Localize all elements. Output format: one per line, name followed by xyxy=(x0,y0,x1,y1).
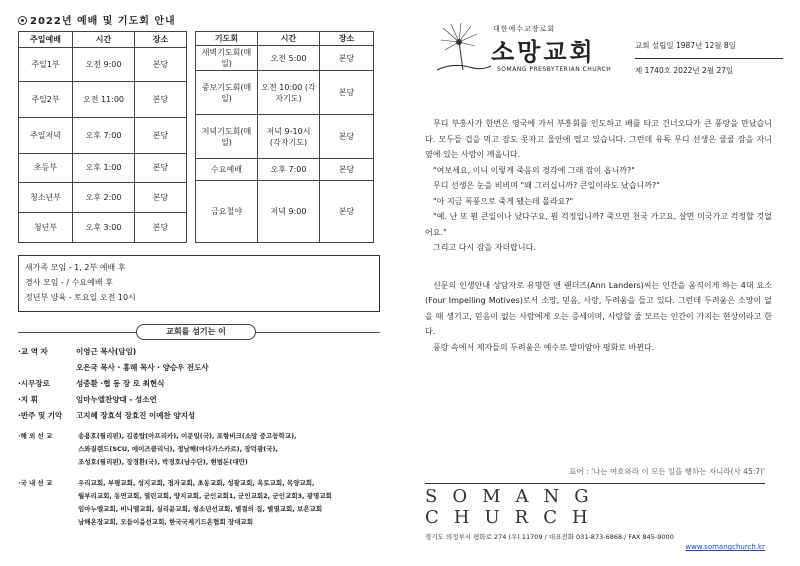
table-cell: 중보기도회(매일) xyxy=(196,71,258,115)
issue-number: 제 1740호 2022년 2월 27일 xyxy=(635,66,734,75)
church-address: 경기도 의정부시 평화로 274 (우) 11709 / 대표전화 031-873-6868 / FAX 845-9000 xyxy=(425,533,674,541)
worship-table xyxy=(18,31,187,243)
officer-value: 이영근 목사(담임) xyxy=(76,347,137,356)
notice-line: 정년부 양육 - 토요일 오전 10시 xyxy=(25,293,136,302)
table-header: 시간 xyxy=(73,32,135,48)
notice-line: 경사 모임 - / 수요예배 후 xyxy=(25,278,113,287)
table-cell: 본당 xyxy=(135,213,187,243)
officer-value: 성중환 ·협 동 장 로 최현식 xyxy=(76,379,165,388)
notice-box xyxy=(18,255,380,312)
table-row xyxy=(196,71,374,115)
table-row xyxy=(19,153,187,183)
mission-line: 송용호(필리핀), 김종탑(아프리카), 이문일(국), 포항비크(소망 중고등학교), xyxy=(78,432,297,440)
denomination-label: 대한예수교장로회 xyxy=(493,25,556,33)
mission-line: 월부리교회, 동연교회, 열린교회, 양지교회, 군인교회1, 군인교회2, 군인교회3, 광명교회 xyxy=(78,492,332,500)
table-cell: 본당 xyxy=(135,183,187,213)
list-item xyxy=(18,430,380,469)
table-cell: 본당 xyxy=(320,46,374,71)
table-row xyxy=(19,183,187,213)
table-cell: 청소년부 xyxy=(19,183,73,213)
list-item xyxy=(18,344,380,360)
bullet-icon xyxy=(18,16,27,25)
table-row xyxy=(19,48,187,82)
table-header: 장소 xyxy=(135,32,187,48)
table-row xyxy=(19,117,187,153)
officer-value: 임마누엘찬양대 - 성소연 xyxy=(76,395,157,404)
list-item xyxy=(18,477,380,529)
table-cell: 오후 2:00 xyxy=(73,183,135,213)
paragraph: 신문의 인생안내 상담자로 유명한 앤 랜더즈(Ann Landers)씨는 인간을 움직이게 하는 4대 요소(Four Impelling Motives)로서 소망, 믿음, 사랑, 두려움을 들고 있다. 그런데 두려움은 소망이 없을 때 생기고, 믿음이 없는 사람에게 오는 증세이며, 사랑할 줄 모르는 인간이 가지는 현상이라고 한다. xyxy=(425,280,772,336)
table-row xyxy=(19,82,187,118)
table-header: 시간 xyxy=(258,32,320,46)
dandelion-logo-icon xyxy=(433,22,493,72)
table-cell: 본당 xyxy=(320,115,374,159)
mission-line: 조성호(필리핀), 장경환(국), 박경호(남수단), 현범돈(대만) xyxy=(78,458,248,466)
table-cell: 본당 xyxy=(135,48,187,82)
table-cell: 주일2부 xyxy=(19,82,73,118)
motto: 표어 : '나는 여호와라 이 모든 일을 행하는 자니라(사 45:7)' xyxy=(569,467,765,476)
paragraph: 무디 부흥사가 한번은 영국에 가서 부흥회를 인도하고 배를 타고 건너오다가 큰 풍랑을 만났습니다. 모두들 겁을 먹고 잠도 못자고 울안에 떨고 있습니다. 그런데 유독 무디 선생은 쿨쿨 잠을 자니 옆에 있는 사람이 깨웁니다. xyxy=(425,119,772,159)
officers-header xyxy=(18,322,380,342)
table-cell: 본당 xyxy=(320,181,374,243)
website-link[interactable]: www.somangchurch.kr xyxy=(685,543,765,551)
officer-label: ·반주 및 기악 xyxy=(18,411,63,420)
officer-label: ·시무장로 xyxy=(18,379,50,388)
table-cell: 저녁 9-10시 (각자기도) xyxy=(258,115,320,159)
table-row xyxy=(196,46,374,71)
table-cell: 저녁 9:00 xyxy=(258,181,320,243)
schedule-title: 2022년 예배 및 기도회 안내 xyxy=(18,12,380,27)
officer-value: 오은국 목사 · 홍해 목사 · 양승우 전도사 xyxy=(76,363,209,372)
officers-title: 교회를 섬기는 이 xyxy=(136,324,256,340)
table-cell: 본당 xyxy=(135,117,187,153)
table-cell: 오후 1:00 xyxy=(73,153,135,183)
table-row xyxy=(196,159,374,181)
table-cell: 새벽기도회(매일) xyxy=(196,46,258,71)
table-header: 장소 xyxy=(320,32,374,46)
table-cell: 주일1부 xyxy=(19,48,73,82)
mission-line: 임마누엘교회, 비니엘교회, 실리뮨교회, 청소년선교회, 별결의 집, 별열교회, 보은교회 xyxy=(78,505,323,513)
mission-label: ·국 내 선 교 xyxy=(18,479,53,487)
table-row xyxy=(19,213,187,243)
list-item xyxy=(18,392,380,408)
missions-list xyxy=(18,430,380,529)
table-cell: 오전 10:00 (각자기도) xyxy=(258,71,320,115)
mission-line: 남해온장교회, 모듬이음선교회, 한국국제기드온협회 장대교회 xyxy=(78,518,253,526)
list-item xyxy=(18,408,380,424)
table-cell: 청년부 xyxy=(19,213,73,243)
paragraph: "아 지금 폭풍으로 죽게 됐는데 몰라요?" xyxy=(433,196,574,206)
schedule-tables xyxy=(18,31,380,243)
bulletin-info xyxy=(635,36,783,81)
divider xyxy=(635,58,783,59)
church-name-banner: SOMANG CHURCH xyxy=(425,483,765,528)
founded-date: 교회 설립일 1987년 12월 8일 xyxy=(635,41,736,50)
table-cell: 오후 3:00 xyxy=(73,213,135,243)
right-panel xyxy=(425,10,780,355)
table-cell: 오후 7:00 xyxy=(258,159,320,181)
prayer-table xyxy=(195,31,374,243)
officers-list xyxy=(18,344,380,424)
bulletin-header xyxy=(425,10,780,90)
table-cell: 금요철야 xyxy=(196,181,258,243)
table-cell: 오전 5:00 xyxy=(258,46,320,71)
mission-line: 스와질랜드(SCU, 에이즈클리닉), 정남해(마다가스카르), 장덕광(국), xyxy=(78,445,278,453)
table-cell: 저녁기도회(매일) xyxy=(196,115,258,159)
table-cell: 초등부 xyxy=(19,153,73,183)
list-item xyxy=(18,376,380,392)
church-logo-text: 소망교회 xyxy=(491,37,596,66)
paragraph: 풍랑 속에서 제자들의 두려움은 예수로 말미암아 평화로 바뀐다. xyxy=(433,342,655,352)
table-cell: 오전 11:00 xyxy=(73,82,135,118)
table-row xyxy=(196,181,374,243)
mission-line: 우리교회, 부평교회, 성지교회, 정자교회, 초동교회, 성광교회, 옥토교회, 목양교회, xyxy=(78,479,315,487)
table-header: 기도회 xyxy=(196,32,258,46)
table-cell: 본당 xyxy=(135,82,187,118)
table-cell: 본당 xyxy=(320,71,374,115)
paragraph: 무디 선생은 눈을 비비며 "왜 그러십니까? 큰일이라도 났습니까?" xyxy=(433,181,660,190)
paragraph: 그리고 다시 잠을 자더랍니다. xyxy=(433,243,536,252)
mission-label: ·해 외 선 교 xyxy=(18,432,53,440)
table-cell: 본당 xyxy=(320,159,374,181)
table-cell: 주일저녁 xyxy=(19,117,73,153)
table-cell: 본당 xyxy=(135,153,187,183)
officer-label: ·지 휘 xyxy=(18,395,38,404)
article-body xyxy=(425,116,780,355)
table-row xyxy=(196,115,374,159)
officer-label: ·교 역 자 xyxy=(18,347,48,356)
table-cell: 오전 9:00 xyxy=(73,48,135,82)
paragraph: "예. 난 또 뭔 큰일이나 났다구요, 뭔 걱정입니까? 죽으면 천국 가고요, 살면 미국가고 걱정할 것없어요." xyxy=(425,212,772,237)
table-cell: 오후 7:00 xyxy=(73,117,135,153)
table-header: 주일예배 xyxy=(19,32,73,48)
paragraph: "여보세요, 이니 이렇게 죽음의 경각에 그래 잠이 옵니까?" xyxy=(433,165,635,175)
table-cell: 수요예배 xyxy=(196,159,258,181)
officer-value: 고지혜 장효석 장효진 이예찬 양지성 xyxy=(76,411,196,420)
left-panel xyxy=(18,12,380,529)
church-english-name: SOMANG PRESBYTERIAN CHURCH xyxy=(497,66,612,73)
bulletin-footer xyxy=(425,466,765,551)
notice-line: 새가족 모임 - 1, 2부 예배 후 xyxy=(25,263,126,272)
